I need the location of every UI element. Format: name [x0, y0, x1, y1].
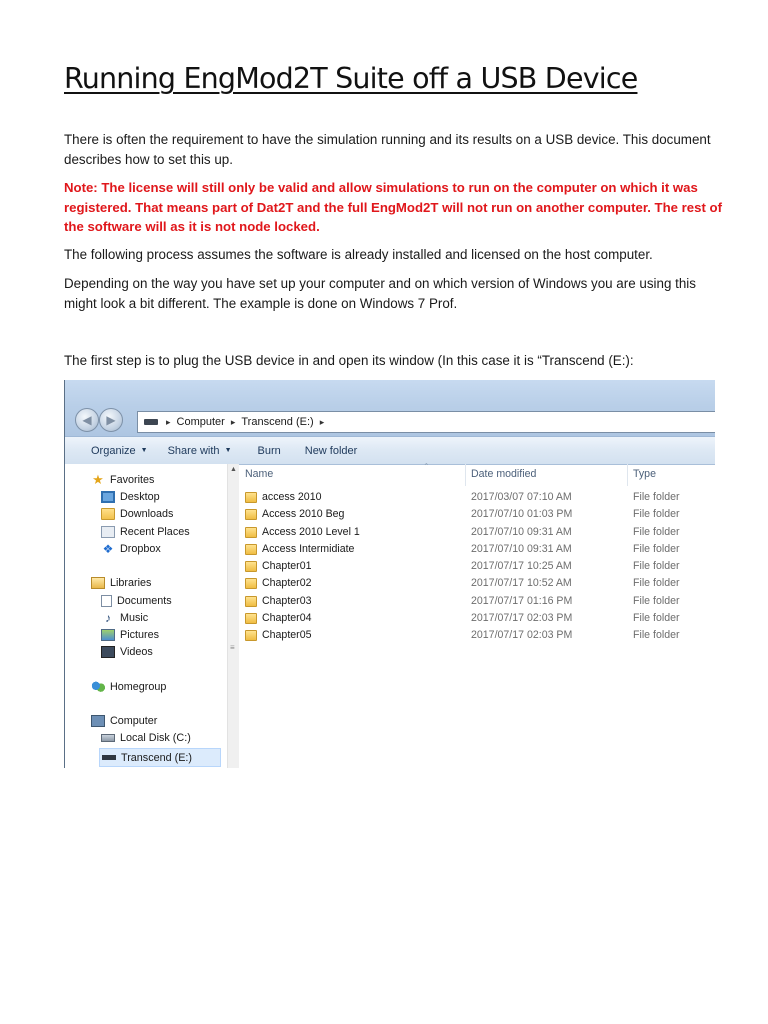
scroll-thumb[interactable]: ≡ [230, 643, 235, 652]
folder-icon [245, 578, 257, 589]
music-icon: ♪ [105, 611, 111, 625]
file-row[interactable] [241, 524, 715, 541]
file-row[interactable] [241, 593, 715, 610]
share-with-label: Share with [167, 444, 220, 457]
column-divider[interactable] [627, 464, 628, 486]
nav-computer[interactable] [91, 715, 157, 727]
column-header-date[interactable]: Date modified [471, 468, 537, 480]
file-type: File folder [633, 612, 680, 624]
file-name: Chapter04 [262, 612, 312, 624]
navigation-pane [65, 464, 227, 768]
nav-libraries-label: Libraries [110, 577, 152, 589]
file-date: 2017/07/10 09:31 AM [471, 543, 572, 555]
file-name: Chapter01 [262, 560, 312, 572]
file-name: Chapter02 [262, 577, 312, 589]
file-type: File folder [633, 595, 680, 607]
folder-icon [245, 630, 257, 641]
pictures-icon [101, 629, 115, 641]
folder-icon [245, 527, 257, 538]
nav-documents-label: Documents [117, 595, 172, 607]
nav-dropbox-label: Dropbox [120, 543, 161, 555]
chevron-down-icon: ▼ [140, 447, 148, 454]
nav-dropbox[interactable] [101, 543, 161, 555]
nav-pictures[interactable] [101, 629, 159, 641]
file-row[interactable] [241, 627, 715, 644]
libraries-icon [91, 577, 105, 589]
explorer-title-bar [65, 380, 715, 436]
file-type: File folder [633, 629, 680, 641]
nav-recent-places[interactable] [101, 526, 190, 538]
nav-videos[interactable] [101, 646, 153, 658]
documents-icon [101, 595, 112, 607]
file-date: 2017/07/17 10:52 AM [471, 577, 572, 589]
file-name: Chapter03 [262, 595, 312, 607]
file-row[interactable] [241, 506, 715, 523]
nav-pictures-label: Pictures [120, 629, 160, 641]
nav-local-disk-label: Local Disk (C:) [120, 732, 191, 744]
new-folder-label: New folder [304, 444, 358, 457]
folder-icon [245, 509, 257, 520]
file-date: 2017/07/10 01:03 PM [471, 508, 573, 520]
nav-computer-label: Computer [110, 715, 158, 727]
file-date: 2017/07/17 02:03 PM [471, 612, 573, 624]
local-disk-icon [101, 734, 115, 742]
file-row[interactable] [241, 489, 715, 506]
file-name: Access 2010 Beg [262, 508, 345, 520]
file-date: 2017/07/17 10:25 AM [471, 560, 572, 572]
chevron-right-icon[interactable]: ▸ [166, 416, 171, 427]
dropbox-icon: ❖ [102, 542, 114, 556]
file-row[interactable] [241, 575, 715, 592]
nav-downloads[interactable] [101, 508, 173, 520]
first-step-paragraph: The first step is to plug the USB device in and open its window (In this case it is “Transcend (E:): [64, 353, 634, 368]
file-type: File folder [633, 508, 680, 520]
nav-libraries[interactable] [91, 577, 151, 589]
videos-icon [101, 646, 115, 658]
folder-icon [245, 596, 257, 607]
back-arrow-icon: ◀ [82, 413, 92, 427]
nav-homegroup[interactable] [91, 681, 166, 693]
file-date: 2017/07/17 01:16 PM [471, 595, 573, 607]
forward-button[interactable] [99, 408, 123, 432]
file-name: Access 2010 Level 1 [262, 526, 360, 538]
homegroup-icon [91, 681, 105, 693]
organize-button[interactable] [91, 445, 148, 457]
scroll-up-icon[interactable]: ▲ [230, 466, 237, 473]
file-type: File folder [633, 526, 680, 538]
windows-version-paragraph: Depending on the way you have set up your computer and on which version of Windows you are using this might look a bit different. The example is done on Windows 7 Prof. [64, 276, 696, 311]
nav-favorites-label: Favorites [110, 474, 155, 486]
drive-icon [144, 419, 158, 425]
nav-music[interactable] [101, 612, 148, 624]
license-note: Note: The license will still only be valid and allow simulations to run on the computer on which it was registered. That means part of Dat2T and the full EngMod2T will not run on another computer. The rest of the software will as it is not node locked. [64, 180, 722, 234]
nav-music-label: Music [120, 612, 149, 624]
nav-downloads-label: Downloads [120, 508, 174, 520]
nav-desktop-label: Desktop [120, 491, 160, 503]
forward-arrow-icon: ▶ [106, 413, 116, 427]
desktop-icon [101, 491, 115, 503]
file-name: Access Intermidiate [262, 543, 355, 555]
nav-favorites[interactable] [91, 474, 154, 486]
nav-transcend-label: Transcend (E:) [121, 751, 193, 764]
share-with-button[interactable] [168, 445, 232, 457]
address-bar[interactable] [137, 411, 715, 433]
breadcrumb-transcend[interactable]: Transcend (E:) [241, 416, 314, 428]
nav-documents[interactable] [101, 595, 172, 607]
new-folder-button[interactable] [305, 445, 358, 457]
file-type: File folder [633, 491, 680, 503]
folder-icon [245, 613, 257, 624]
file-row[interactable] [241, 541, 715, 558]
file-date: 2017/03/07 07:10 AM [471, 491, 572, 503]
column-header-name[interactable]: Name [245, 468, 274, 480]
chevron-right-icon[interactable]: ▸ [230, 416, 236, 427]
chevron-right-icon[interactable]: ▸ [319, 416, 325, 427]
breadcrumb-computer[interactable]: Computer [176, 416, 225, 428]
back-button[interactable] [75, 408, 99, 432]
intro-paragraph: There is often the requirement to have the simulation running and its results on a USB device. This document describes how to set this up. [64, 132, 711, 167]
file-list-pane [241, 464, 715, 768]
folder-icon [245, 492, 257, 503]
recent-places-icon [101, 526, 115, 538]
usb-drive-icon [102, 755, 116, 760]
nav-recent-places-label: Recent Places [120, 526, 190, 538]
computer-icon [91, 715, 105, 727]
navigation-buttons [73, 408, 131, 434]
file-type: File folder [633, 577, 680, 589]
burn-button[interactable] [258, 445, 281, 457]
nav-desktop[interactable] [101, 491, 160, 503]
downloads-folder-icon [101, 508, 115, 520]
nav-videos-label: Videos [120, 646, 153, 658]
nav-transcend[interactable] [99, 748, 221, 767]
file-name: Chapter05 [262, 629, 312, 641]
organize-label: Organize [91, 444, 136, 457]
sort-ascending-icon: ⌃ [423, 462, 430, 471]
document-title: Running EngMod2T Suite off a USB Device [64, 62, 638, 95]
assumption-paragraph: The following process assumes the software is already installed and licensed on the host computer. [64, 247, 653, 262]
chevron-down-icon: ▼ [224, 447, 232, 454]
file-row[interactable] [241, 610, 715, 627]
burn-label: Burn [257, 444, 281, 457]
file-row[interactable] [241, 558, 715, 575]
explorer-screenshot [64, 380, 715, 768]
file-type: File folder [633, 560, 680, 572]
folder-icon [245, 561, 257, 572]
column-divider[interactable] [465, 464, 466, 486]
column-header-type[interactable]: Type [633, 468, 656, 480]
folder-icon [245, 544, 257, 555]
nav-homegroup-label: Homegroup [110, 681, 167, 693]
nav-local-disk[interactable] [101, 732, 191, 744]
file-date: 2017/07/10 09:31 AM [471, 526, 572, 538]
star-icon: ★ [92, 472, 104, 487]
file-type: File folder [633, 543, 680, 555]
file-date: 2017/07/17 02:03 PM [471, 629, 573, 641]
command-bar [65, 436, 715, 465]
navigation-scrollbar[interactable] [227, 464, 239, 768]
file-name: access 2010 [262, 491, 322, 503]
